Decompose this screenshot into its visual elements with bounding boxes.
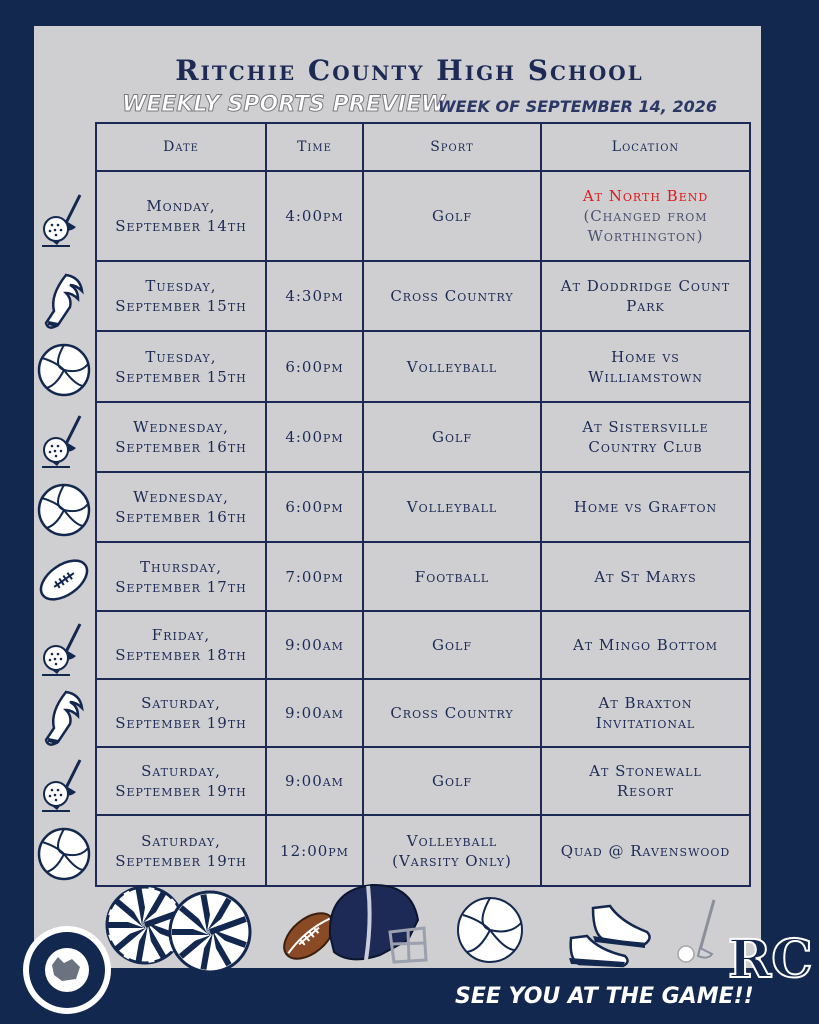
date-cell-text: September 18th bbox=[115, 646, 247, 664]
date-cell-text: Tuesday, bbox=[145, 277, 217, 295]
location-cell bbox=[541, 402, 750, 472]
sport-cell bbox=[363, 402, 541, 472]
location-cell-text: Home vs bbox=[611, 347, 680, 366]
table-row bbox=[96, 679, 750, 747]
date-cell-text: Saturday, bbox=[141, 831, 221, 850]
sport-cell-text: Volleyball bbox=[406, 498, 498, 516]
date-cell-text: September 15th bbox=[115, 367, 247, 386]
time-cell bbox=[266, 815, 363, 886]
table-header-row bbox=[96, 123, 750, 171]
header-sport: Sport bbox=[363, 123, 541, 171]
time-cell-text: 7:00pm bbox=[285, 567, 344, 586]
location-cell bbox=[541, 815, 750, 886]
time-cell bbox=[266, 679, 363, 747]
winged-shoe-icon bbox=[36, 688, 92, 744]
time-cell bbox=[266, 171, 363, 261]
date-cell bbox=[96, 402, 266, 472]
table-row bbox=[96, 261, 750, 331]
date-cell-text: Thursday, bbox=[139, 557, 223, 576]
volleyball-icon bbox=[36, 342, 92, 398]
date-cell bbox=[96, 611, 266, 679]
date-cell-text: Wednesday, bbox=[133, 488, 229, 506]
header-time: Time bbox=[266, 123, 363, 171]
location-cell-text: Country Club bbox=[588, 438, 703, 456]
sneakers-icon bbox=[565, 900, 655, 968]
page-title: Ritchie County High School bbox=[175, 54, 644, 87]
location-cell-text: At Sistersville bbox=[582, 418, 709, 436]
date-cell bbox=[96, 261, 266, 331]
location-cell-text: (Changed from bbox=[583, 207, 708, 225]
date-cell-text: September 16th bbox=[115, 438, 247, 456]
time-cell-text: 9:00am bbox=[285, 772, 344, 790]
location-cell bbox=[541, 261, 750, 331]
time-cell bbox=[266, 472, 363, 542]
location-cell-text: Resort bbox=[616, 782, 675, 800]
golf-icon bbox=[36, 191, 92, 247]
date-cell-text: September 16th bbox=[115, 508, 247, 526]
winged-shoe-icon bbox=[36, 271, 92, 327]
date-cell-text: Tuesday, bbox=[145, 347, 217, 366]
table-row bbox=[96, 171, 750, 261]
table-row bbox=[96, 472, 750, 542]
date-cell-text: September 19th bbox=[115, 851, 247, 870]
time-cell bbox=[266, 261, 363, 331]
location-cell-text: Quad @ Ravenswood bbox=[560, 841, 731, 860]
time-cell bbox=[266, 747, 363, 815]
location-cell-text: At St Marys bbox=[594, 567, 697, 586]
location-cell-text: At Stonewall bbox=[589, 762, 702, 780]
sport-cell bbox=[363, 815, 541, 886]
sport-cell bbox=[363, 472, 541, 542]
location-cell bbox=[541, 472, 750, 542]
time-cell bbox=[266, 542, 363, 611]
date-cell-text: September 19th bbox=[115, 782, 247, 800]
date-cell bbox=[96, 472, 266, 542]
table-row bbox=[96, 815, 750, 886]
date-cell-text: Wednesday, bbox=[133, 418, 229, 436]
golf-icon bbox=[36, 412, 92, 468]
date-cell-text: Saturday, bbox=[141, 762, 221, 780]
location-cell-text: At North Bend bbox=[582, 187, 709, 205]
table-row bbox=[96, 747, 750, 815]
page-subtitle: WEEKLY SPORTS PREVIEW bbox=[122, 92, 446, 117]
helmet-icon bbox=[320, 880, 430, 970]
sport-cell bbox=[363, 747, 541, 815]
location-cell-text: At Braxton bbox=[598, 694, 693, 712]
location-cell-text: Williamstown bbox=[588, 367, 703, 386]
sport-cell bbox=[363, 331, 541, 402]
time-cell-text: 9:00am bbox=[285, 636, 344, 654]
time-cell-text: 4:00pm bbox=[285, 207, 344, 225]
time-cell bbox=[266, 402, 363, 472]
sport-cell-text: Volleyball bbox=[406, 357, 498, 376]
week-label: WEEK OF SEPTEMBER 14, 2026 bbox=[438, 97, 717, 116]
date-cell bbox=[96, 679, 266, 747]
location-cell bbox=[541, 611, 750, 679]
volleyball-icon bbox=[455, 895, 525, 965]
sport-cell bbox=[363, 171, 541, 261]
pom-poms-icon bbox=[100, 880, 260, 980]
golf-icon bbox=[36, 756, 92, 812]
sport-cell-text: Golf bbox=[432, 428, 472, 446]
location-cell-text: At Doddridge Count bbox=[560, 277, 731, 295]
date-cell bbox=[96, 815, 266, 886]
sport-cell bbox=[363, 542, 541, 611]
date-cell-text: September 19th bbox=[115, 714, 247, 732]
time-cell-text: 12:00pm bbox=[280, 841, 349, 860]
header-location: Location bbox=[541, 123, 750, 171]
date-cell-text: September 17th bbox=[115, 577, 247, 596]
date-cell-text: September 14th bbox=[115, 217, 247, 235]
volleyball-icon bbox=[36, 482, 92, 538]
sport-cell-text: Golf bbox=[432, 636, 472, 654]
location-cell bbox=[541, 747, 750, 815]
location-cell bbox=[541, 679, 750, 747]
sport-cell-text: Cross Country bbox=[390, 287, 514, 305]
time-cell bbox=[266, 611, 363, 679]
location-cell bbox=[541, 331, 750, 402]
sport-cell-text: Cross Country bbox=[390, 704, 514, 722]
time-cell-text: 4:30pm bbox=[285, 287, 344, 305]
location-cell-text: Invitational bbox=[595, 714, 696, 732]
location-cell bbox=[541, 542, 750, 611]
location-cell bbox=[541, 171, 750, 261]
time-cell bbox=[266, 331, 363, 402]
location-cell-text: Worthington) bbox=[587, 227, 704, 245]
sport-cell-text: Volleyball bbox=[406, 831, 498, 850]
location-cell-text: Home vs Grafton bbox=[573, 498, 718, 516]
footer-slogan: SEE YOU AT THE GAME!! bbox=[455, 984, 754, 1009]
location-cell-text: At Mingo Bottom bbox=[572, 636, 719, 654]
date-cell-text: Saturday, bbox=[141, 694, 221, 712]
date-cell bbox=[96, 542, 266, 611]
sport-cell bbox=[363, 679, 541, 747]
location-cell-text: Park bbox=[626, 297, 665, 315]
table-row bbox=[96, 402, 750, 472]
rc-logo-text: RC bbox=[728, 929, 813, 990]
header-date: Date bbox=[96, 123, 266, 171]
schedule-table bbox=[95, 122, 751, 887]
sport-cell-text: Golf bbox=[432, 207, 472, 225]
date-cell-text: September 15th bbox=[115, 297, 247, 315]
date-cell-text: Monday, bbox=[146, 197, 216, 215]
time-cell-text: 9:00am bbox=[285, 704, 344, 722]
golf-icon bbox=[36, 620, 92, 676]
date-cell-text: Friday, bbox=[151, 626, 211, 644]
sport-cell bbox=[363, 611, 541, 679]
sport-cell-text: (Varsity Only) bbox=[392, 851, 512, 870]
ritchie-county-schools-seal bbox=[22, 925, 112, 1015]
time-cell-text: 4:00pm bbox=[285, 428, 344, 446]
time-cell-text: 6:00pm bbox=[285, 498, 344, 516]
table-row bbox=[96, 611, 750, 679]
table-row bbox=[96, 542, 750, 611]
sport-cell bbox=[363, 261, 541, 331]
golf-club-icon bbox=[672, 898, 728, 966]
time-cell-text: 6:00pm bbox=[285, 357, 344, 376]
date-cell bbox=[96, 747, 266, 815]
date-cell bbox=[96, 171, 266, 261]
date-cell bbox=[96, 331, 266, 402]
sport-cell-text: Golf bbox=[432, 772, 472, 790]
volleyball-icon bbox=[36, 826, 92, 882]
table-row bbox=[96, 331, 750, 402]
football-icon bbox=[36, 552, 92, 608]
sport-cell-text: Football bbox=[414, 567, 490, 586]
